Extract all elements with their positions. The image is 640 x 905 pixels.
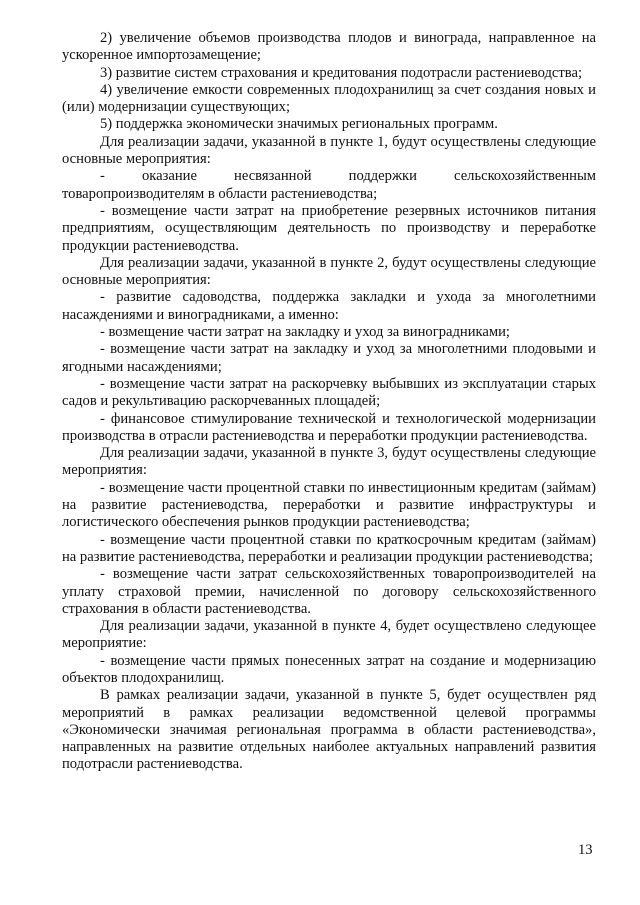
paragraph: - возмещение части затрат на приобретение резервных источников питания предприятиям, осуществляющим деятельность по производству и переработке продукции растениеводства.: [62, 202, 596, 254]
paragraph: 4) увеличение емкости современных плодохранилищ за счет создания новых и (или) модернизации существующих;: [62, 81, 596, 116]
paragraph: Для реализации задачи, указанной в пункте 3, будут осуществлены следующие мероприятия:: [62, 445, 596, 479]
paragraph: - финансовое стимулирование технической и технологической модернизации производства в отрасли растениеводства и переработки продукции растениеводства.: [62, 410, 596, 444]
paragraph: - возмещение части процентной ставки по краткосрочным кредитам (займам) на развитие растениеводства, переработки и реализации продукции растениеводства;: [62, 531, 596, 565]
paragraph: - возмещение части затрат на закладку и уход за виноградниками;: [100, 324, 510, 341]
paragraph: В рамках реализации задачи, указанной в пункте 5, будет осуществлен ряд мероприятий в рамках реализации ведомственной целевой программы «Экономически значимая региональная программа в области растениеводства», направленных на развитие отдельных наиболее актуальных направлений развития подотрасли растениеводства.: [62, 687, 596, 773]
paragraph: 3) развитие систем страхования и кредитования подотрасли растениеводства;: [100, 64, 583, 81]
document-body: [62, 30, 596, 774]
paragraph: - возмещение части затрат сельскохозяйственных товаропроизводителей на уплату страховой премии, начисленной по договору сельскохозяйственного страхования в области растениеводства.: [62, 566, 596, 617]
paragraph: - возмещение части прямых понесенных затрат на создание и модернизацию объектов плодохранилищ.: [62, 652, 596, 686]
paragraph: Для реализации задачи, указанной в пункте 2, будут осуществлены следующие основные мероприятия:: [62, 254, 596, 289]
paragraph: 2) увеличение объемов производства плодов и винограда, направленное на ускоренное импортозамещение;: [62, 30, 596, 64]
page-number: 13: [578, 842, 593, 858]
paragraph: - возмещение части затрат на раскорчевку выбывших из эксплуатации старых садов и рекультивацию раскорчеванных площадей;: [62, 375, 596, 410]
paragraph: - оказание несвязанной поддержки сельскохозяйственным товаропроизводителям в области растениеводства;: [62, 168, 596, 202]
paragraph: Для реализации задачи, указанной в пункте 4, будет осуществлено следующее мероприятие:: [62, 618, 596, 652]
paragraph: - возмещение части затрат на закладку и уход за многолетними плодовыми и ягодными насаждениями;: [62, 341, 596, 375]
paragraph: - развитие садоводства, поддержка закладки и ухода за многолетними насаждениями и виноградниками, а именно:: [62, 289, 596, 323]
paragraph: 5) поддержка экономически значимых региональных программ.: [100, 116, 498, 133]
paragraph: Для реализации задачи, указанной в пункте 1, будут осуществлены следующие основные мероприятия:: [62, 133, 596, 168]
paragraph: - возмещение части процентной ставки по инвестиционным кредитам (займам) на развитие растениеводства, переработки и развитие инфраструктуры и логистического обеспечения рынков продукции растениеводства;: [62, 479, 596, 531]
